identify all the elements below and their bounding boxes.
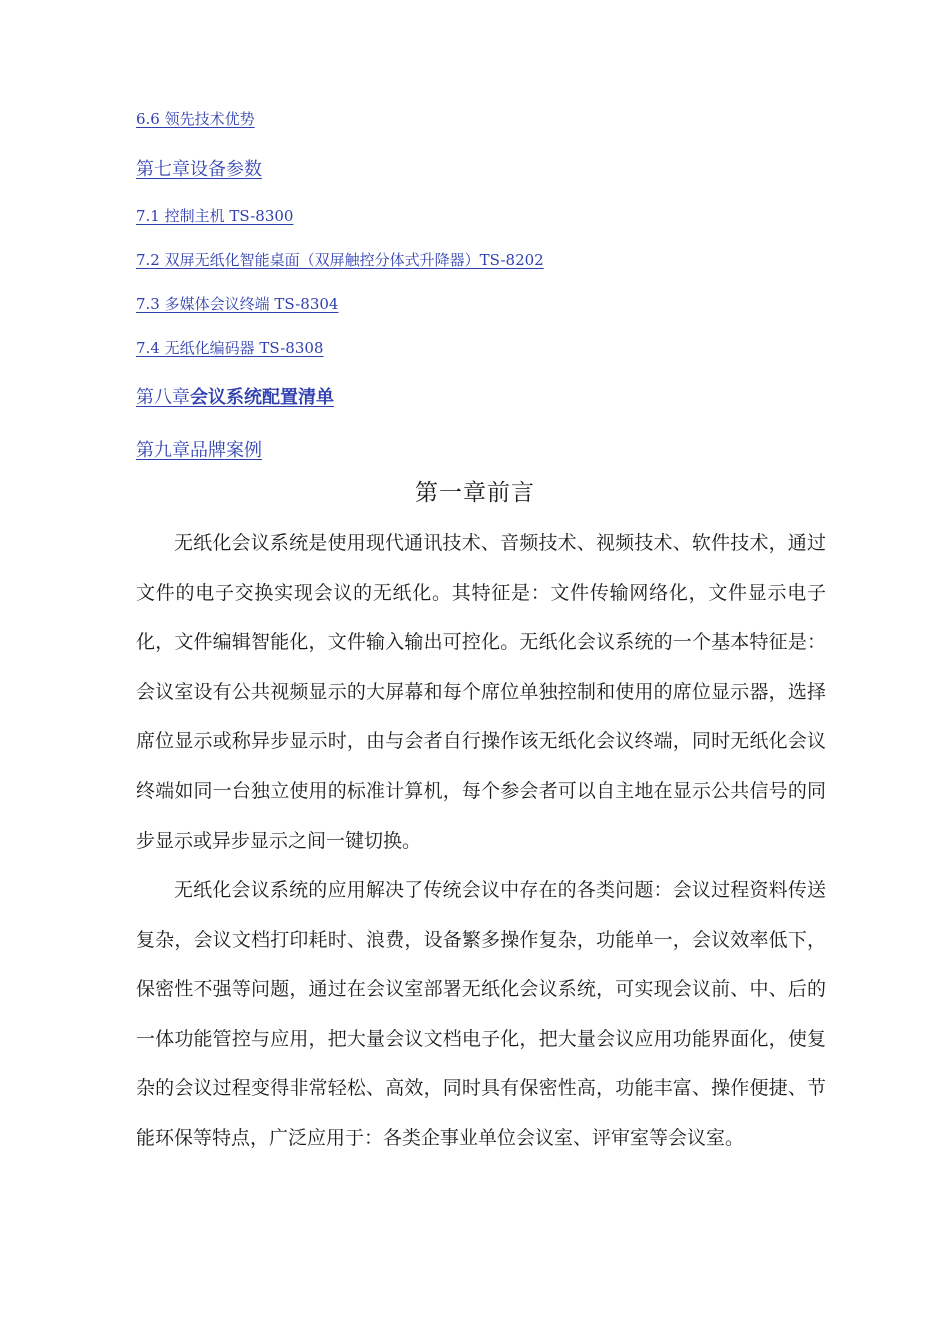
toc-link-7-2[interactable]: 7.2 双屏无纸化智能桌面（双屏触控分体式升降器）TS-8202 [136, 251, 544, 269]
paragraph-intro-2: 无纸化会议系统的应用解决了传统会议中存在的各类问题：会议过程资料传送复杂，会议文档打印耗时、浪费，设备繁多操作复杂，功能单一，会议效率低下，保密性不强等问题，通过在会议室部署无纸化会议系统，可实现会议前、中、后的一体功能管控与应用，把大量会议文档电子化，把大量会议应用功能界面化，使复杂的会议过程变得非常轻松、高效，同时具有保密性高，功能丰富、操作便捷、节能环保等特点，广泛应用于：各类企事业单位会议室、评审室等会议室。 [136, 879, 826, 1149]
toc-link-chapter-8[interactable] [136, 386, 334, 410]
toc-link-chapter-8-prefix: 第八章 [136, 387, 190, 408]
toc-link-chapter-9[interactable]: 第九章品牌案例 [136, 440, 262, 461]
toc-link-7-1[interactable]: 7.1 控制主机 TS-8300 [136, 207, 294, 225]
toc-link-6-6[interactable]: 6.6 领先技术优势 [136, 110, 255, 128]
chapter-title: 第一章前言 [415, 480, 535, 506]
toc-link-chapter-8-bold: 会议系统配置清单 [190, 387, 334, 408]
toc-link-7-3[interactable]: 7.3 多媒体会议终端 TS-8304 [136, 295, 339, 313]
toc-link-7-4[interactable]: 7.4 无纸化编码器 TS-8308 [136, 339, 324, 357]
paragraph-intro-1: 无纸化会议系统是使用现代通讯技术、音频技术、视频技术、软件技术，通过文件的电子交换实现会议的无纸化。其特征是：文件传输网络化，文件显示电子化，文件编辑智能化，文件输入输出可控化。无纸化会议系统的一个基本特征是：会议室设有公共视频显示的大屏幕和每个席位单独控制和使用的席位显示器，选择席位显示或称异步显示时，由与会者自行操作该无纸化会议终端，同时无纸化会议终端如同一台独立使用的标准计算机，每个参会者可以自主地在显示公共信号的同步显示或异步显示之间一键切换。 [136, 532, 826, 852]
toc-link-chapter-7[interactable]: 第七章设备参数 [136, 159, 262, 180]
